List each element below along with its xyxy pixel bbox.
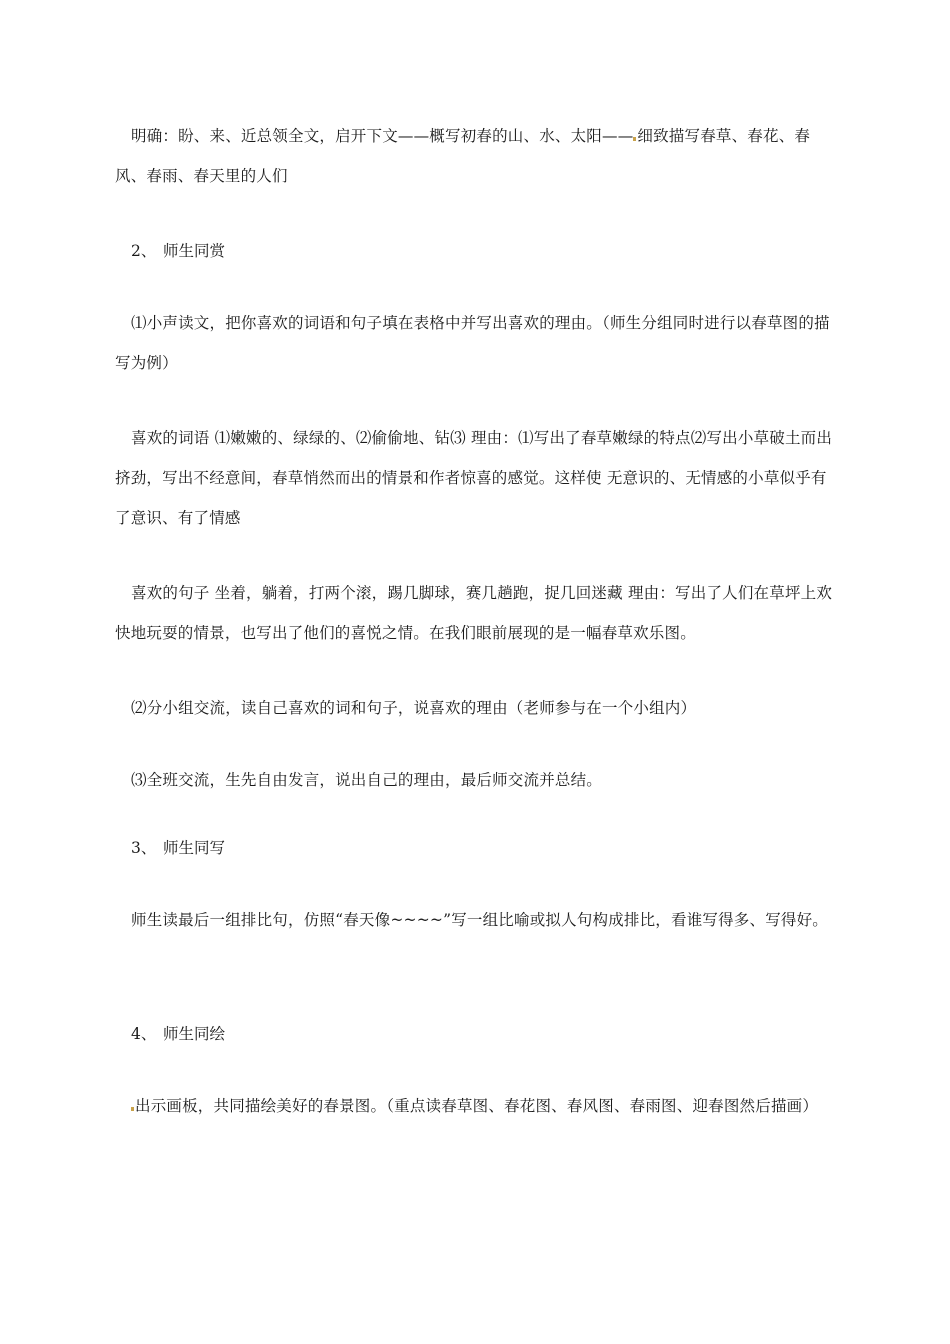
paragraph-read-aloud: ⑴小声读文，把你喜欢的词语和句子填在表格中并写出喜欢的理由。（师生分组同时进行以春草图的描写为例） bbox=[115, 314, 830, 372]
section-heading-4 bbox=[131, 1014, 225, 1054]
paragraph-clarify-part1: 明确：盼、来、近总领全文，启开下文——概写初春的山、水、太阳—— bbox=[131, 127, 634, 145]
paragraph-group-exchange: ⑵分小组交流，读自己喜欢的词和句子，说喜欢的理由（老师参与在一个小组内） bbox=[131, 699, 697, 717]
section-heading-2 bbox=[131, 231, 225, 271]
paragraph-favorite-sentences: 喜欢的句子 坐着，躺着，打两个滚，踢几脚球，赛几趟跑，捉几回迷藏 理由：写出了人们在草坪上欢快地玩耍的情景，也写出了他们的喜悦之情。在我们眼前展现的是一幅春草欢乐图。 bbox=[115, 584, 833, 642]
paragraph-drawing-task bbox=[115, 1086, 837, 1126]
section-title: 师生同赏 bbox=[163, 242, 226, 260]
paragraph-drawing-text: 出示画板，共同描绘美好的春景图。（重点读春草图、春花图、春风图、春雨图、迎春图然后描画） bbox=[135, 1097, 819, 1115]
paragraph-writing-task: 师生读最后一组排比句，仿照“春天像~~~~”写一组比喻或拟人句构成排比，看谁写得多、写得好。 bbox=[131, 911, 829, 929]
paragraph-clarify bbox=[115, 116, 837, 196]
paragraph-class-exchange: ⑶全班交流，生先自由发言，说出自己的理由，最后师交流并总结。 bbox=[131, 771, 603, 789]
section-title: 师生同绘 bbox=[163, 1025, 226, 1043]
annotation-mark-icon bbox=[131, 1107, 134, 1111]
section-title: 师生同写 bbox=[163, 839, 226, 857]
section-number: 2、 bbox=[131, 242, 157, 260]
section-heading-3 bbox=[131, 828, 225, 868]
section-number: 3、 bbox=[131, 839, 157, 857]
section-number: 4、 bbox=[131, 1025, 157, 1043]
paragraph-favorite-words: 喜欢的词语 ⑴嫩嫩的、绿绿的、⑵偷偷地、钻⑶ 理由：⑴写出了春草嫩绿的特点⑵写出小草破土而出挤劲，写出不经意间，春草悄然而出的情景和作者惊喜的感觉。这样使 无意识的、无情感的小草似乎有了意识、有了情感 bbox=[115, 429, 833, 527]
annotation-mark-icon bbox=[633, 137, 636, 141]
paragraph-clarify-part2: 细致描写春草、春花、春风、春雨、春天里的人们 bbox=[115, 127, 811, 185]
